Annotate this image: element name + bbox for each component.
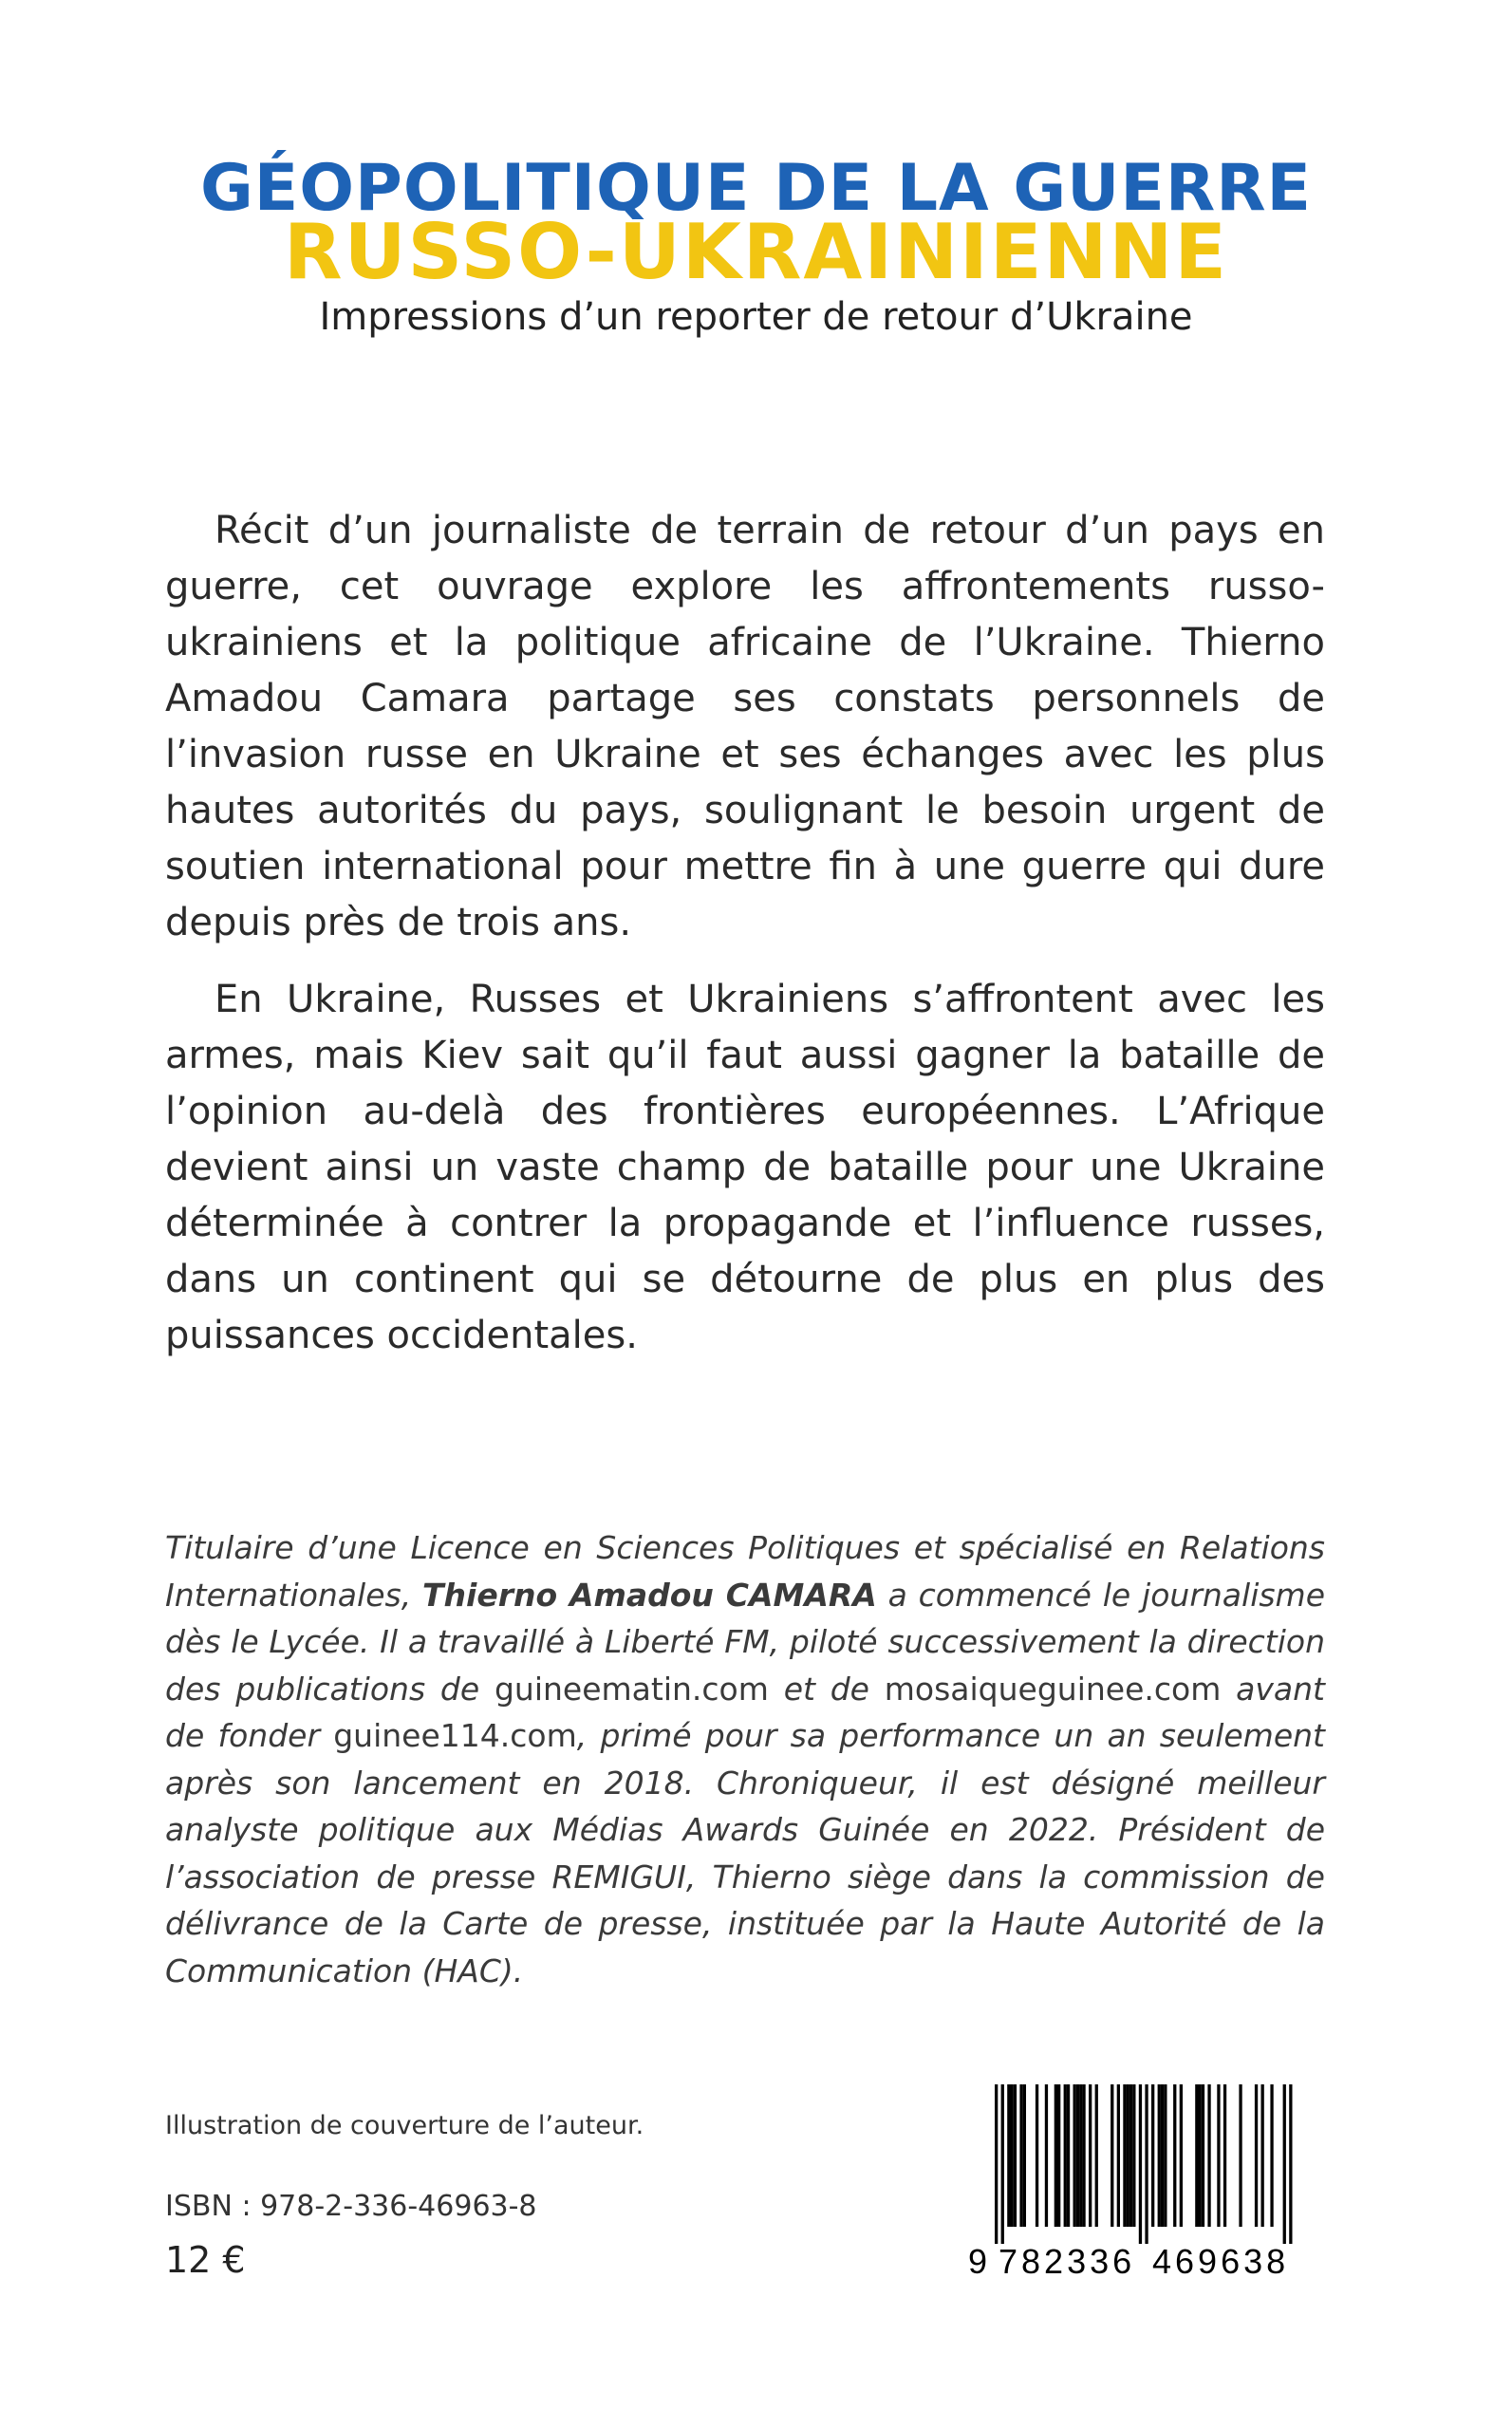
barcode-bar bbox=[1199, 2084, 1202, 2227]
barcode-bar bbox=[1158, 2084, 1161, 2227]
barcode-bar bbox=[1173, 2084, 1176, 2227]
isbn-text: ISBN : 978-2-336-46963-8 bbox=[165, 2190, 537, 2223]
author-name: Thierno Amadou CAMARA bbox=[422, 1576, 877, 1614]
website-guineematin: guineematin.com bbox=[494, 1670, 769, 1708]
barcode-bar bbox=[1036, 2084, 1038, 2227]
book-title-line1: GÉOPOLITIQUE DE LA GUERRE bbox=[199, 151, 1313, 226]
barcode-bar bbox=[1180, 2084, 1183, 2227]
website-mosaiqueguinee: mosaiqueguinee.com bbox=[884, 1670, 1222, 1708]
barcode-bar bbox=[1045, 2084, 1048, 2227]
barcode-bar bbox=[1073, 2084, 1076, 2227]
barcode-bar bbox=[1082, 2084, 1085, 2227]
barcode-bars bbox=[968, 2084, 1321, 2244]
barcode-guard-bar bbox=[1145, 2084, 1148, 2244]
barcode-bar bbox=[1064, 2084, 1067, 2227]
barcode-guard-bar bbox=[995, 2084, 998, 2244]
bio-text-1: Titulaire d’une Licence en Sciences Politiques et spécialisé en Relations Internationales, bbox=[165, 1529, 1325, 1614]
barcode-bar bbox=[1055, 2084, 1057, 2227]
barcode-bar bbox=[1111, 2084, 1113, 2227]
bio-text-5: , primé pour sa performance un an seulement après son lancement en 2018. Chroniqueur, il est désigné meilleur analyste politique aux Médias Awards Guinée en 2022. Président de l’association de presse REMIGUI, Thierno siège dans la commission de délivrance de la Carte de presse, instituée par la Haute Autorité de la Communication (HAC). bbox=[165, 1717, 1325, 1989]
website-guinee114: guinee114.com bbox=[333, 1717, 577, 1754]
barcode-bar bbox=[1164, 2084, 1167, 2227]
barcode-bar bbox=[1132, 2084, 1135, 2227]
barcode-right-digits: 469638 bbox=[1152, 2242, 1290, 2281]
barcode-bar bbox=[1127, 2084, 1129, 2227]
barcode-first-digit: 9 bbox=[968, 2242, 992, 2281]
barcode-bar bbox=[1202, 2084, 1204, 2227]
barcode-bar bbox=[1019, 2084, 1022, 2227]
barcode-bar bbox=[1076, 2084, 1079, 2227]
barcode-bar bbox=[1014, 2084, 1017, 2227]
barcode-bar bbox=[1239, 2084, 1241, 2227]
barcode-bar bbox=[1261, 2084, 1264, 2227]
barcode-bar bbox=[1207, 2084, 1210, 2227]
barcode-bar bbox=[1023, 2084, 1026, 2227]
barcode-bar bbox=[1129, 2084, 1132, 2227]
barcode-digits bbox=[968, 2242, 1321, 2282]
barcode-bar bbox=[1161, 2084, 1164, 2227]
barcode-guard-bar bbox=[1289, 2084, 1292, 2244]
bio-text-4: avant de fonder bbox=[165, 1670, 1325, 1754]
barcode-bar bbox=[1195, 2084, 1198, 2227]
barcode-bar bbox=[1007, 2084, 1010, 2227]
barcode-bar bbox=[1011, 2084, 1014, 2227]
barcode-bar bbox=[1223, 2084, 1226, 2227]
summary-paragraph-2: En Ukraine, Russes et Ukrainiens s’affrontent avec les armes, mais Kiev sait qu’il faut aussi gagner la bataille de l’opinion au-delà des frontières européennes. L’Afrique devient ainsi un vaste champ de bataille pour une Ukraine déterminée à contrer la propagande et l’influence russes, dans un continent qui se détourne de plus en plus des puissances occidentales. bbox=[165, 978, 1325, 1357]
ean-barcode bbox=[968, 2084, 1321, 2282]
barcode-bar bbox=[1079, 2084, 1082, 2227]
barcode-left-digits: 782336 bbox=[999, 2242, 1136, 2281]
barcode-guard-bar bbox=[1283, 2084, 1286, 2244]
author-bio bbox=[165, 1524, 1325, 1994]
barcode-bar bbox=[1117, 2084, 1120, 2227]
barcode-bar bbox=[1255, 2084, 1258, 2227]
barcode-bar bbox=[1270, 2084, 1273, 2227]
barcode-bar bbox=[1057, 2084, 1060, 2227]
book-title-line2: RUSSO-UKRAINIENNE bbox=[283, 208, 1229, 296]
barcode-guard-bar bbox=[1001, 2084, 1004, 2244]
cover-illustration-credit: Illustration de couverture de l’auteur. bbox=[165, 2111, 644, 2140]
summary-paragraph-1: Récit d’un journaliste de terrain de retour d’un pays en guerre, cet ouvrage explore les affrontements russo-ukrainiens et la politique africaine de l’Ukraine. Thierno Amadou Camara partage ses constats personnels de l’invasion russe en Ukraine et ses échanges avec les plus hautes autorités du pays, soulignant le besoin urgent de soutien international pour mettre fin à une guerre qui dure depuis près de trois ans. bbox=[165, 509, 1325, 944]
barcode-bar bbox=[1095, 2084, 1098, 2227]
bio-text-2: a commencé le journalisme dès le Lycée. Il a travaillé à Liberté FM, piloté successivement la direction des publications de bbox=[165, 1576, 1326, 1708]
book-summary bbox=[165, 503, 1325, 1385]
barcode-guard-bar bbox=[1139, 2084, 1142, 2244]
barcode-bar bbox=[1123, 2084, 1126, 2227]
barcode-bar bbox=[1217, 2084, 1220, 2227]
price-text: 12 € bbox=[165, 2239, 246, 2281]
title-block bbox=[0, 152, 1512, 344]
barcode-bar bbox=[1089, 2084, 1092, 2227]
book-subtitle: Impressions d’un reporter de retour d’Ukraine bbox=[319, 295, 1193, 339]
bio-text-3: et de bbox=[768, 1670, 885, 1708]
barcode-bar bbox=[1151, 2084, 1154, 2227]
barcode-bar bbox=[1067, 2084, 1070, 2227]
